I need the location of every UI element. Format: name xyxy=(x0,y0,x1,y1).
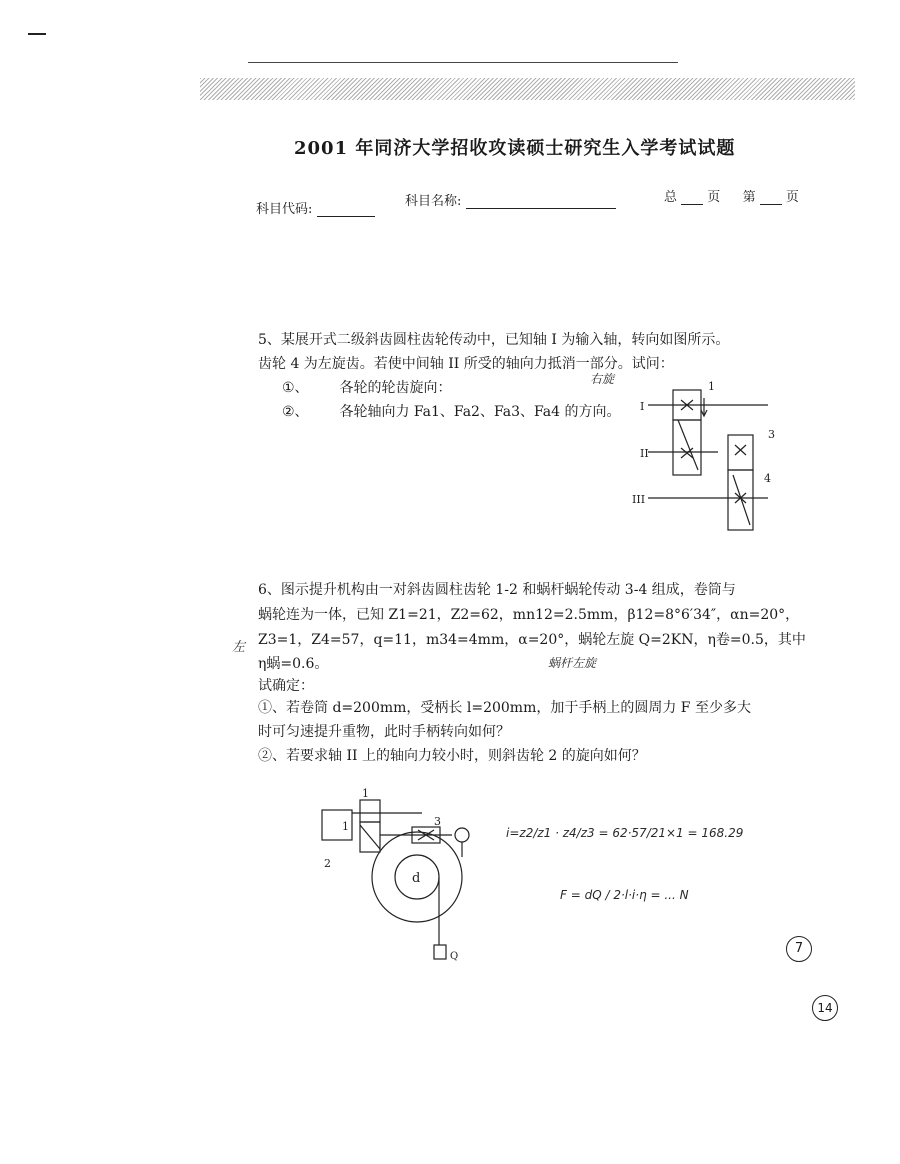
fig2-drum-label: d xyxy=(412,871,421,886)
q5-item2-num: ②、 xyxy=(282,404,309,420)
fig2-gear-3: 3 xyxy=(434,815,441,828)
page-label: 第 xyxy=(742,190,756,205)
page-number-circle xyxy=(812,995,838,1021)
label-shaft-3: III xyxy=(632,493,646,506)
exam-title: 2001 年同济大学招收攻读硕士研究生入学考试试题 xyxy=(294,138,736,159)
score-mark: 7 xyxy=(794,941,804,956)
q5-line2: 齿轮 4 为左旋齿。若使中间轴 II 所受的轴向力抵消一部分。试问： xyxy=(258,356,674,372)
handwriting-note-2: 蜗杆左旋 xyxy=(548,656,597,670)
label-shaft-2: II xyxy=(640,447,649,460)
gear-3-box xyxy=(728,435,753,470)
q6-line8: ②、若要求轴 II 上的轴向力较小时，则斜齿轮 2 的旋向如何？ xyxy=(258,748,646,764)
q6-line1: 6、图示提升机构由一对斜齿圆柱齿轮 1-2 和蜗杆蜗轮传动 3-4 组成，卷筒与 xyxy=(258,582,736,598)
page-blank xyxy=(760,190,782,205)
handwriting-formula-1: i=z2/z1 · z4/z3 = 62·57/21×1 = 168.29 xyxy=(506,826,744,840)
q5-item1 xyxy=(282,376,451,400)
q5-item2 xyxy=(282,400,620,424)
fig2-box-label: 1 xyxy=(342,820,349,833)
hoist-diagram xyxy=(312,785,502,970)
total-label: 总 xyxy=(664,190,678,205)
q6-line7: 时可匀速提升重物，此时手柄转向如何？ xyxy=(258,724,510,740)
label-gear-3: 3 xyxy=(768,428,775,441)
fig2-gear-1: 1 xyxy=(362,787,369,800)
subject-code xyxy=(256,198,375,217)
page-unit2: 页 xyxy=(785,190,799,205)
subject-code-label: 科目代码: xyxy=(256,202,313,217)
q5-item1-text: 各轮的轮齿旋向： xyxy=(339,380,452,396)
page-number: 14 xyxy=(817,1001,833,1015)
gear-1-rect xyxy=(360,800,380,822)
handwriting-formula-2: F = dQ / 2·l·i·η = ... N xyxy=(560,888,689,902)
subject-code-blank xyxy=(317,202,375,217)
q6-line6: ①、若卷筒 d=200mm，受柄长 l=200mm，加于手柄上的圆周力 F 至少多大 xyxy=(258,700,751,716)
page-unit: 页 xyxy=(707,190,721,205)
fig2-load-label: Q xyxy=(450,951,459,962)
handwriting-note-3: 左 xyxy=(232,640,246,655)
q6-line4: η蜗=0.6。 xyxy=(258,656,329,672)
q5-line1: 5、某展开式二级斜齿圆柱齿轮传动中，已知轴 I 为输入轴，转向如图所示。 xyxy=(258,332,730,348)
q6-line5: 试确定： xyxy=(258,678,314,694)
q5-item2-text: 各轮轴向力 Fa1、Fa2、Fa3、Fa4 的方向。 xyxy=(339,404,621,420)
label-gear-4: 4 xyxy=(764,472,771,485)
subject-name-label: 科目名称: xyxy=(405,194,462,209)
q6-line2: 蜗轮连为一体，已知 Z1=21，Z2=62，mn12=2.5mm，β12=8°6′34″，αn=20°， xyxy=(258,607,800,623)
q6-line3: Z3=1，Z4=57，q=11，m34=4mm，α=20°，蜗轮左旋 Q=2KN，η卷=0.5，其中 xyxy=(258,632,806,648)
scan-mark xyxy=(28,33,46,35)
header-band xyxy=(200,78,855,100)
subject-name-blank xyxy=(466,194,616,209)
fig2-gear-2: 2 xyxy=(324,857,331,870)
score-circle xyxy=(786,936,812,962)
top-rule xyxy=(248,62,678,63)
gear-train-diagram xyxy=(628,380,798,550)
label-shaft-1: I xyxy=(640,400,645,413)
q5-item1-num: ①、 xyxy=(282,380,309,396)
subject-name xyxy=(405,190,616,209)
label-gear-1: 1 xyxy=(708,380,715,393)
page-count xyxy=(664,186,799,205)
handwriting-note-1: 右旋 xyxy=(590,372,615,386)
total-blank xyxy=(681,190,703,205)
load-box xyxy=(434,945,446,959)
